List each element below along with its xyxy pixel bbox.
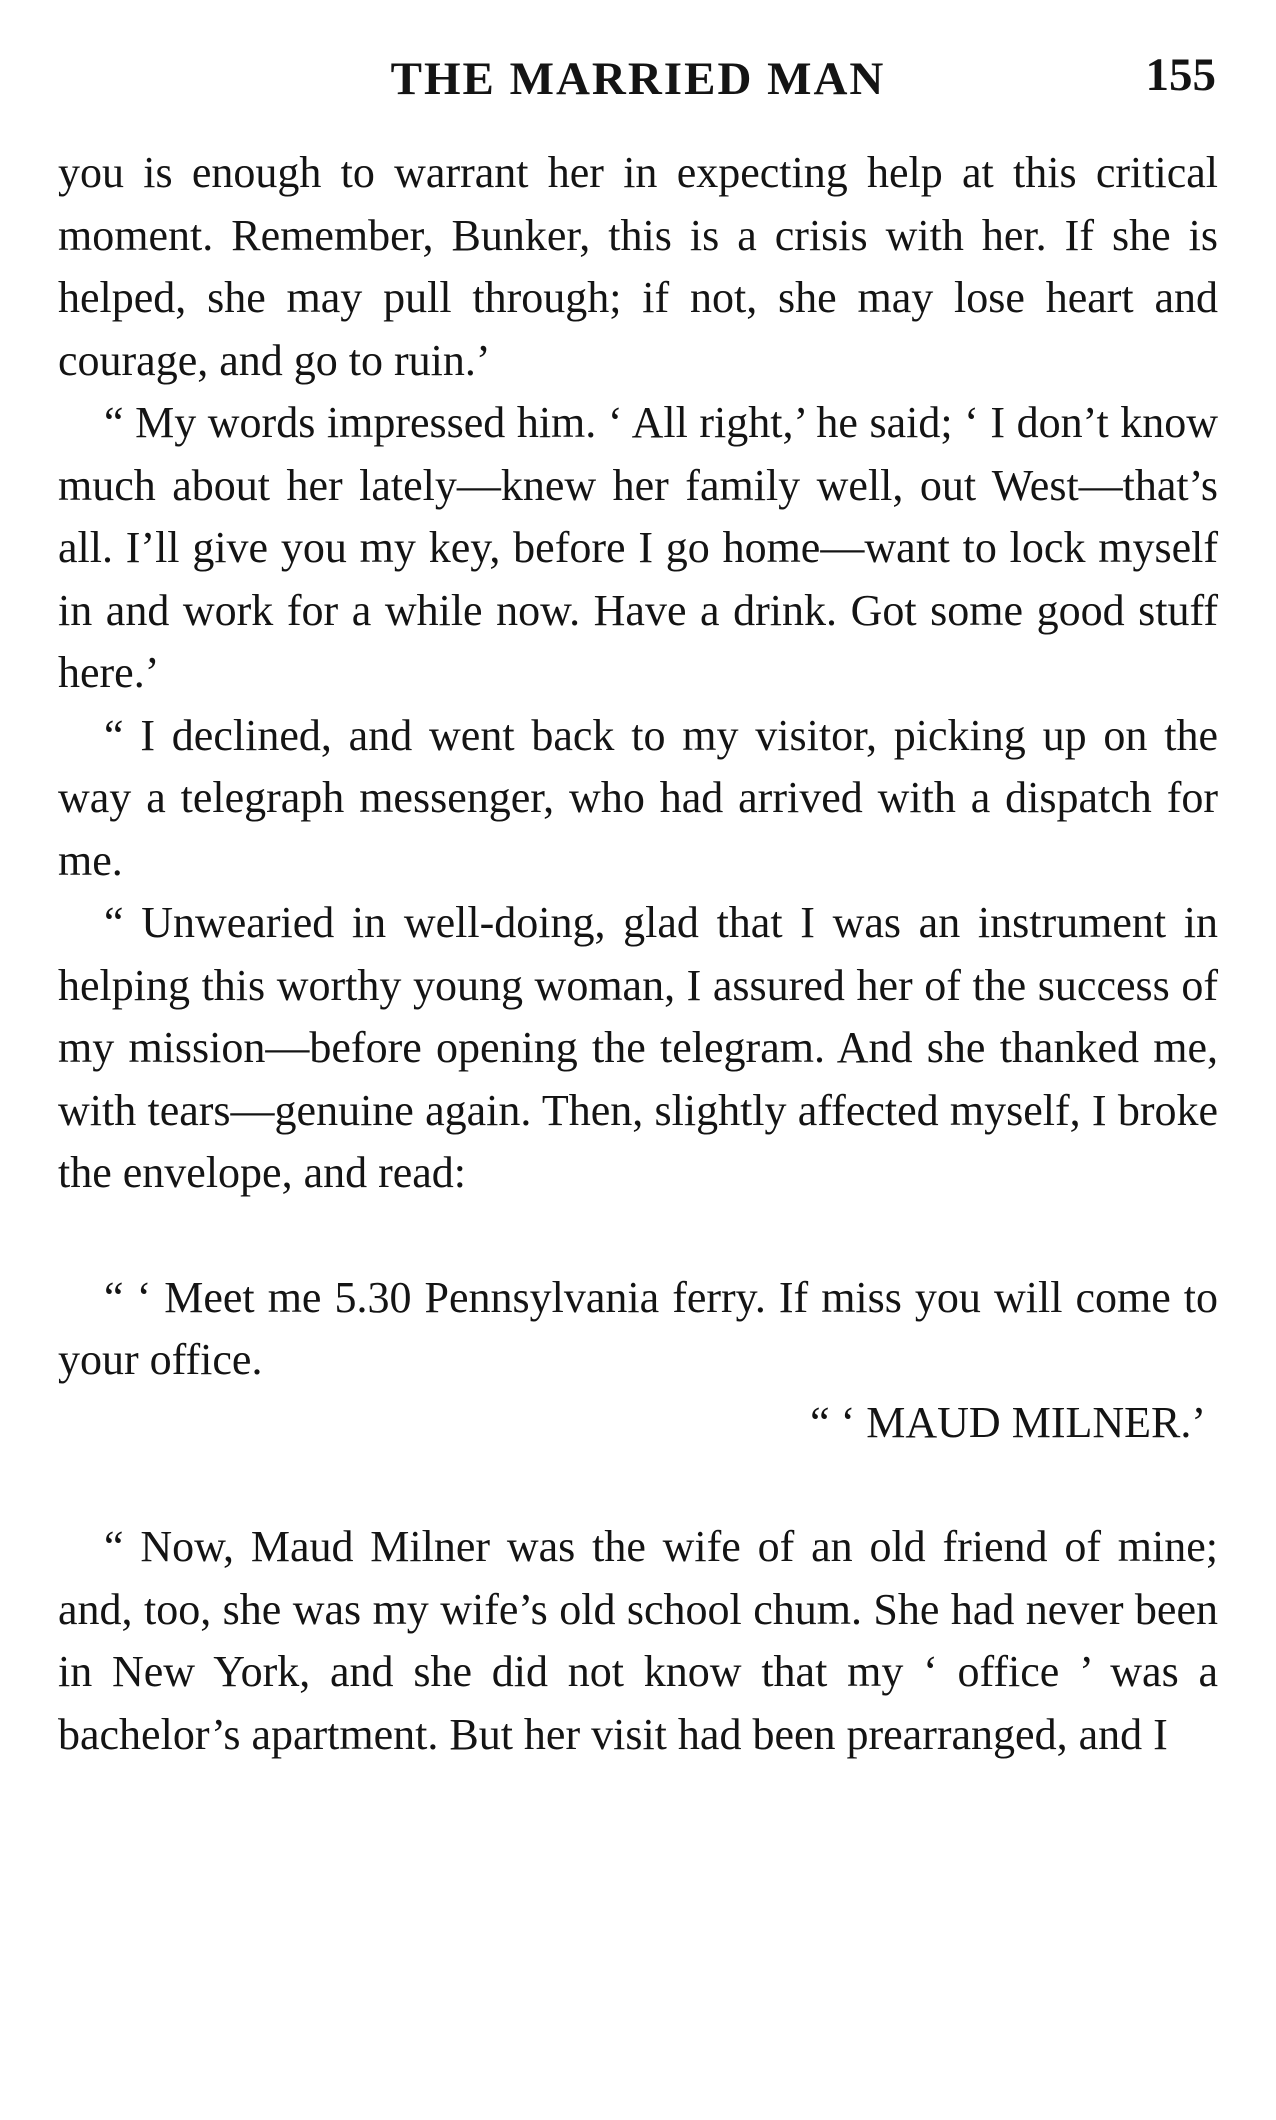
paragraph: “ Unwearied in well-doing, glad that I was an instrument in helping this worthy young woman, I assured her of the success of my mission—before opening the telegram. And she thanked me, with tears—genuine again. Then, slightly affected myself, I broke the envelope, and read: <box>58 898 1218 1197</box>
paragraph: “ Now, Maud Milner was the wife of an old friend of mine; and, too, she was my wife’s old school chum. She had never been in New York, and she did not know that my ‘ office ’ was a bachelor’s apartment. But her visit had been prearranged, and I <box>58 1522 1218 1759</box>
page-number: 155 <box>1145 49 1216 101</box>
telegram-block <box>58 1267 1218 1455</box>
telegram-text: “ ‘ Meet me 5.30 Pennsylvania ferry. If miss you will come to your office. <box>58 1272 1218 1384</box>
paragraph: “ I declined, and went back to my visitor, picking up on the way a telegraph messenger, who had arrived with a dispatch for me. <box>58 710 1218 885</box>
closing-block <box>58 1516 1218 1766</box>
body-text <box>58 142 1218 1766</box>
paragraph-continued: you is enough to warrant her in expecting help at this critical moment. Remember, Bunker, this is a crisis with her. If she is helped, she may pull through; if not, she may lose heart and courage, and go to ruin.’ <box>58 148 1218 385</box>
paragraph: “ My words impressed him. ‘ All right,’ he said; ‘ I don’t know much about her lately—knew her family well, out West—that’s all. I’ll give you my key, before I go home—want to lock myself in and work for a while now. Have a drink. Got some good stuff here.’ <box>58 398 1218 697</box>
telegram-signature: “ ‘ MAUD MILNER.’ <box>810 1397 1206 1447</box>
running-header-title: THE MARRIED MAN <box>390 53 886 105</box>
